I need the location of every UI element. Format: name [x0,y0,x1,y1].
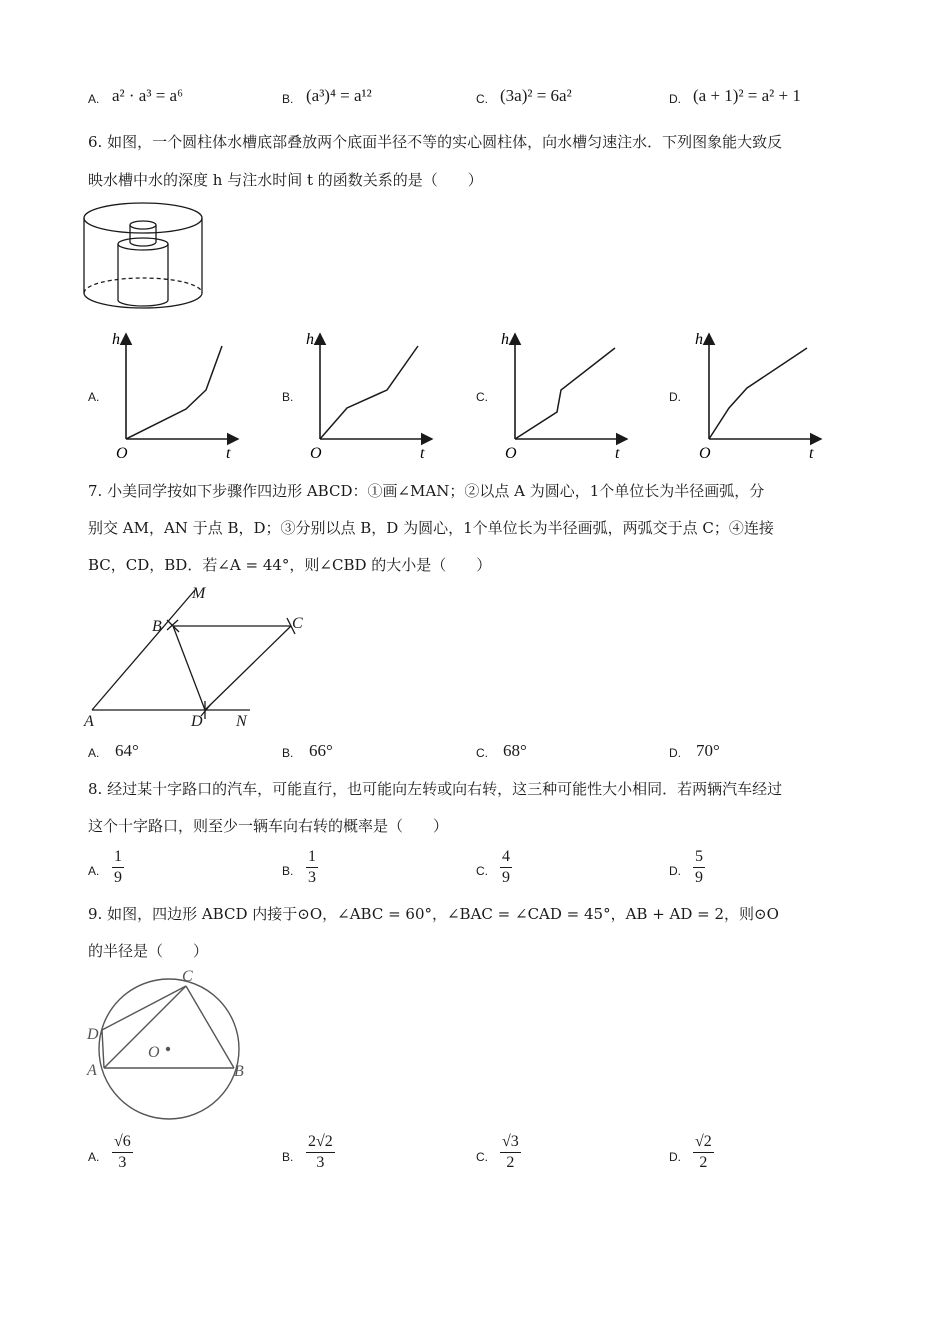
q5-option-c-label: C. [476,92,488,106]
graph-b-origin: O [310,445,322,462]
q7-stem-line1: 7. 小美同学按如下步骤作四边形 ABCD：①画∠MAN；②以点 A 为圆心，1个单位长为半径画弧，分 [88,482,765,500]
graph-c-y-label: h [501,331,509,348]
graph-c-curve [515,348,615,439]
label-C: C [292,615,303,632]
q8-option-a-den: 9 [114,869,122,886]
q7-option-b-label: B. [282,746,294,760]
q7-stem-line3: BC，CD，BD．若∠A = 44°，则∠CBD 的大小是（ ） [88,556,492,574]
q5-option-a-label: A. [88,92,100,106]
q5-option-b-expr: (a³)⁴ = a¹² [306,86,372,105]
q8-option-d-fraction [693,848,705,887]
graph-a [108,326,243,464]
q5-option-b-label: B. [282,92,294,106]
q9-option-a-fraction [112,1133,133,1172]
label-B-circle: B [234,1063,244,1080]
graph-b [302,326,437,464]
label-O-circle: O [148,1044,160,1061]
q9-option-c-num: √3 [500,1133,521,1153]
graph-a-origin: O [116,445,128,462]
q9-option-b-num: 2√2 [306,1133,335,1153]
q8-option-d-den: 9 [695,869,703,886]
q9-option-d-den: 2 [699,1154,708,1171]
graph-d [691,326,826,464]
label-D-circle: D [87,1026,99,1043]
graph-d-y-label: h [695,331,703,348]
q8-option-c-fraction [500,848,512,887]
q8-option-a-label: A. [88,864,100,878]
q7-option-d-label: D. [669,746,681,760]
q6-stem-line1: 6. 如图，一个圆柱体水槽底部叠放两个底面半径不等的实心圆柱体，向水槽匀速注水．下列图象能大致反 [88,133,783,151]
circle-figure [84,966,254,1126]
graph-d-origin: O [699,445,711,462]
q8-option-b-fraction [306,848,318,887]
q9-option-a-num: √6 [112,1133,133,1153]
q7-option-a-label: A. [88,746,100,760]
label-N: N [236,713,247,730]
q8-stem-line2: 这个十字路口，则至少一辆车向右转的概率是（ ） [88,817,449,835]
q9-option-b-den: 3 [316,1154,325,1171]
q5-option-c-expr: (3a)² = 6a² [500,86,572,105]
graph-b-y-label: h [306,331,314,348]
graph-c [497,326,632,464]
q9-option-c-fraction [500,1133,521,1172]
q7-option-c-value: 68° [503,741,527,760]
label-M: M [192,585,206,602]
graph-b-curve [320,346,418,439]
q8-option-c-den: 9 [502,869,510,886]
q6-option-b-label: B. [282,390,294,404]
q8-option-b-den: 3 [308,869,316,886]
q9-option-c-label: C. [476,1150,488,1164]
q8-option-d-num: 5 [693,848,705,868]
graph-a-y-label: h [112,331,120,348]
graph-d-x-label: t [809,445,814,462]
graph-c-x-label: t [615,445,620,462]
q8-option-b-num: 1 [306,848,318,868]
q6-option-d-label: D. [669,390,681,404]
water-tank-figure [80,198,210,318]
q9-option-b-fraction [306,1133,335,1172]
q7-option-d-value: 70° [696,741,720,760]
graph-d-curve [709,348,807,439]
q8-option-a-fraction [112,848,124,887]
q7-option-b-value: 66° [309,741,333,760]
label-D: D [191,713,203,730]
q5-option-a-expr: a² · a³ = a⁶ [112,86,184,105]
q7-option-c-label: C. [476,746,488,760]
label-C-circle: C [182,968,193,985]
graph-a-curve [126,346,222,439]
q5-option-d-label: D. [669,92,681,106]
label-A-circle: A [87,1062,97,1079]
label-B: B [152,618,162,635]
q9-option-d-num: √2 [693,1133,714,1153]
q8-option-a-num: 1 [112,848,124,868]
center-dot [166,1047,170,1051]
q8-option-c-label: C. [476,864,488,878]
q9-option-d-fraction [693,1133,714,1172]
graph-a-x-label: t [226,445,231,462]
q9-option-a-label: A. [88,1150,100,1164]
q8-stem-line1: 8. 经过某十字路口的汽车，可能直行，也可能向左转或向右转，这三种可能性大小相同．若两辆汽车经过 [88,780,783,798]
q9-option-c-den: 2 [506,1154,515,1171]
q7-stem-line2: 别交 AM，AN 于点 B，D；③分别以点 B，D 为圆心，1个单位长为半径画弧，两弧交于点 C；④连接 [88,519,774,537]
q6-option-c-label: C. [476,390,488,404]
rhombus-figure [80,580,320,730]
q9-option-b-label: B. [282,1150,294,1164]
q5-option-d-expr: (a + 1)² = a² + 1 [693,86,801,105]
graph-b-x-label: t [420,445,425,462]
q9-option-a-den: 3 [118,1154,127,1171]
q9-stem-line1: 9. 如图，四边形 ABCD 内接于⊙O，∠ABC = 60°，∠BAC = ∠CAD = 45°，AB + AD = 2，则⊙O [88,905,779,923]
q8-option-b-label: B. [282,864,294,878]
q9-option-d-label: D. [669,1150,681,1164]
label-A: A [84,713,94,730]
q9-stem-line2: 的半径是（ ） [88,942,209,960]
q7-option-a-value: 64° [115,741,139,760]
graph-c-origin: O [505,445,517,462]
q8-option-c-num: 4 [500,848,512,868]
q8-option-d-label: D. [669,864,681,878]
q6-option-a-label: A. [88,390,100,404]
q6-stem-line2: 映水槽中水的深度 h 与注水时间 t 的函数关系的是（ ） [88,171,483,189]
